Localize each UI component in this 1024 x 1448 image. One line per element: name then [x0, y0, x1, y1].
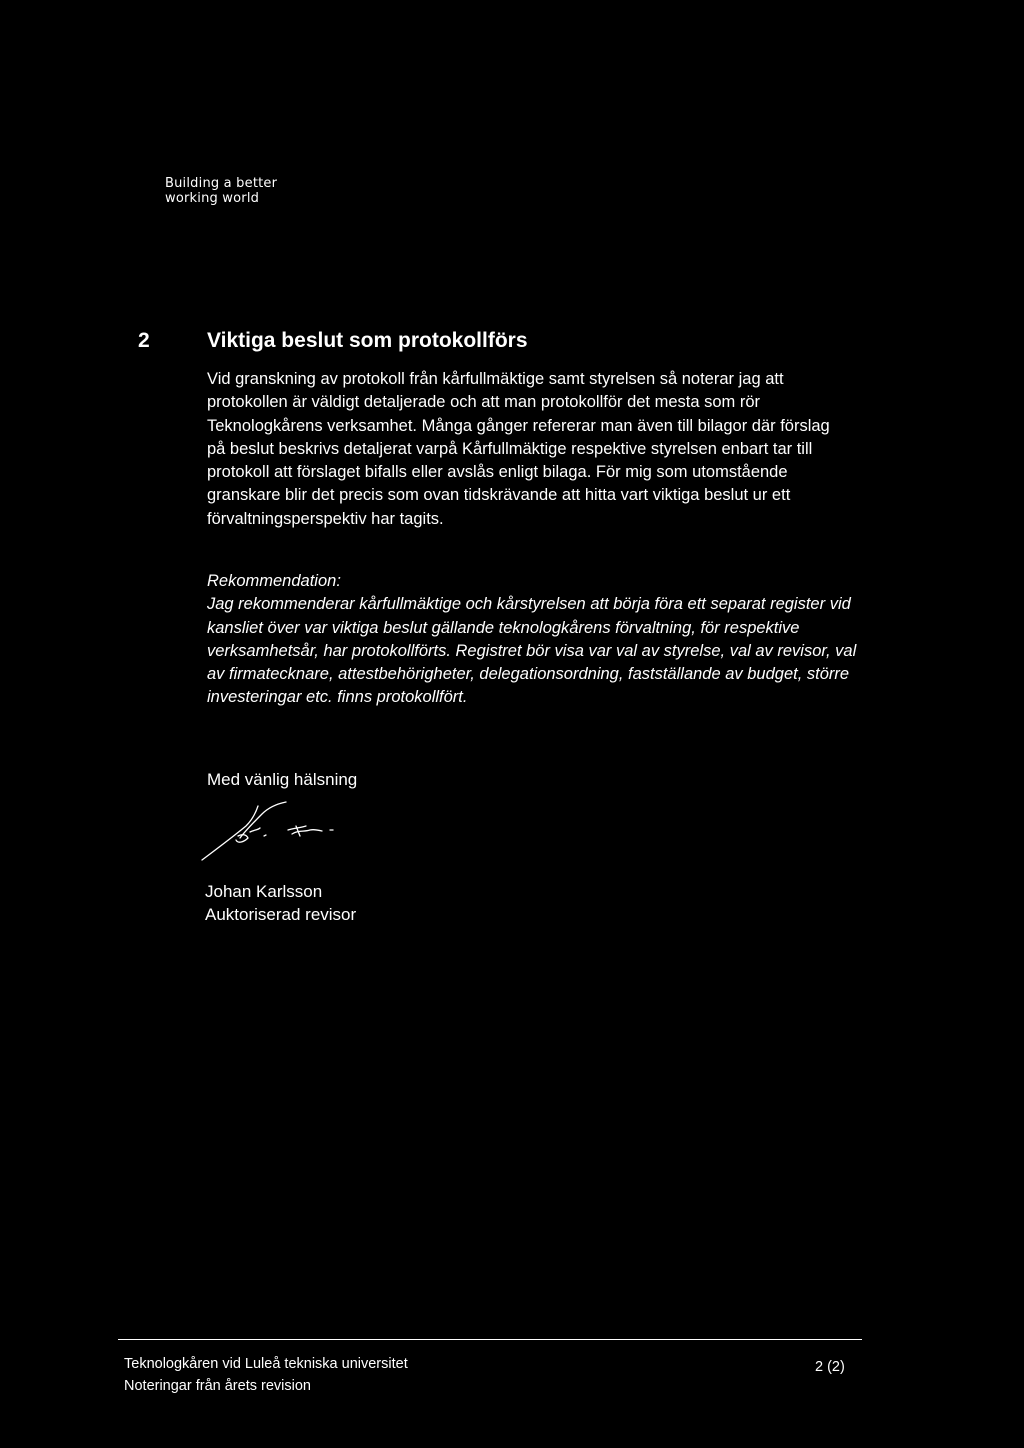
section-heading: Viktiga beslut som protokollförs [207, 329, 528, 352]
tagline-line-1: Building a better [165, 176, 278, 191]
header-tagline [165, 176, 277, 206]
signature-image [196, 800, 346, 870]
signer-title: Auktoriserad revisor [205, 905, 357, 924]
section-number: 2 [138, 329, 150, 352]
footer-document-title: Noteringar från årets revision [124, 1378, 311, 1394]
section-body-paragraph: Vid granskning av protokoll från kårfullmäktige samt styrelsen så noterar jag att protokollen är väldigt detaljerade och att man protokollför det mesta som rör Teknologkårens verksamhet. Många gånger refererar man även till bilagor där förslag på beslut beskrivs detaljerat varpå Kårfullmäktige respektive styrelsen enbart tar till protokoll att förslaget bifalls eller avslås enligt bilaga. För mig som utomstående granskare blir det precis som ovan tidskrävande att hitta vart viktiga beslut ur ett förvaltningsperspektiv har tagits. [207, 370, 830, 528]
page-number: 2 (2) [815, 1359, 845, 1375]
tagline-line-2: working world [165, 191, 260, 206]
signer-block [205, 880, 356, 926]
recommendation-label: Rekommendation: [207, 572, 341, 590]
recommendation-text: Jag rekommenderar kårfullmäktige och kårstyrelsen att börja föra ett separat register vid kansliet över var viktiga beslut gällande teknologkårens förvaltning, för respektive verksamhetsår, har protokollförts. Registret bör visa var val av styrelse, val av revisor, val av firmatecknare, attestbehörigheter, delegationsordning, fastställande av budget, större investeringar etc. finns protokollfört. [207, 595, 857, 707]
footer-divider [118, 1339, 862, 1340]
footer-info [124, 1353, 408, 1397]
recommendation-block [207, 570, 857, 710]
footer-organization: Teknologkåren vid Luleå tekniska universitet [124, 1356, 408, 1372]
closing-greeting: Med vänlig hälsning [207, 770, 358, 789]
signer-name: Johan Karlsson [205, 882, 323, 901]
